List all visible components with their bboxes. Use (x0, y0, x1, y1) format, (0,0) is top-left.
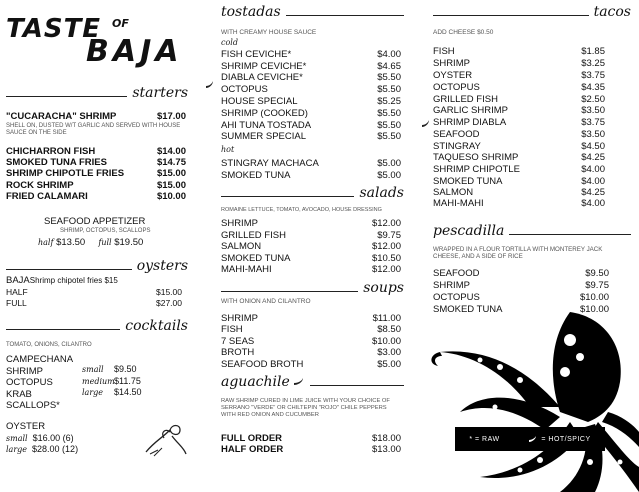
menu-item: 7 SEAS $10.00 (221, 336, 401, 347)
menu-item: SEAFOOD $3.50 (433, 129, 605, 140)
menu-item: FRIED CALAMARI $10.00 (6, 191, 186, 202)
logo-baja: BAJA (86, 34, 183, 69)
menu-item: SHRIMP $12.00 (221, 218, 401, 229)
oysters-baja: BAJAShrimp chipotel fries $15 (6, 275, 118, 286)
soups-title: soups (363, 280, 404, 296)
cocktails-list: CAMPECHANA SHRIMP OCTOPUS KRAB SCALLOPS* (6, 354, 74, 411)
cocktails-note: TOMATO, ONIONS, CILANTRO (6, 342, 92, 348)
menu-item: SHRIMP $11.00 (221, 313, 401, 324)
menu-item: OYSTER $3.75 (433, 70, 605, 81)
logo-of: OF (112, 17, 129, 30)
menu-item: SMOKED TUNA $5.00 (221, 170, 401, 181)
tostadas-title: tostadas (221, 4, 281, 20)
logo-taste: TASTE (6, 14, 102, 44)
menu-item: ROCK SHRIMP $15.00 (6, 180, 186, 191)
salads-title: salads (359, 185, 404, 201)
menu-item: SHRIMP CHIPOTLE $4.00 (433, 164, 605, 175)
menu-item: SMOKED TUNA $4.00 (433, 176, 605, 187)
pescadilla-title: pescadilla (433, 223, 505, 239)
cold-label: cold (221, 38, 238, 47)
left-column (0, 0, 205, 492)
hot-spicy-icon (205, 80, 215, 90)
pescadilla-note: WRAPPED IN A FLOUR TORTILLA WITH MONTEREY JACK CHEESE, AND A SIDE OF RICE (433, 246, 603, 260)
menu-item: SHRIMP DIABLA $3.75 (433, 117, 605, 128)
menu-item: OCTOPUS $10.00 (433, 292, 609, 303)
menu-item: MAHI-MAHI $4.00 (433, 198, 605, 209)
menu-item: SHRIMP CHIPOTLE FRIES $15.00 (6, 168, 186, 179)
menu-item: AHI TUNA TOSTADA $5.50 (221, 120, 401, 131)
legend-box (455, 427, 605, 451)
menu-item: MAHI-MAHI $12.00 (221, 264, 401, 275)
cocktail-sizes: small $9.50 medium$11.75 large $14.50 (82, 364, 142, 397)
menu-item: FULL ORDER $18.00 (221, 433, 401, 444)
menu-item: SHRIMP $3.25 (433, 58, 605, 69)
legend-raw: * = RAW (469, 435, 500, 443)
cocktails-title: cocktails (125, 318, 188, 334)
seafood-appetizer: SEAFOOD APPETIZER (44, 216, 146, 227)
salads-header (221, 185, 404, 201)
menu-item: HALF ORDER $13.00 (221, 444, 401, 455)
aguachile-title: aguachile (221, 374, 290, 390)
tostadas-note: WITH CREAMY HOUSE SAUCE (221, 29, 317, 36)
oyster-cocktail-prices: small $16.00 (6) large $28.00 (12) (6, 433, 79, 454)
menu-item: "CUCARACHA" SHRIMP $17.00 (6, 111, 186, 122)
hot-spicy-icon (421, 119, 431, 129)
middle-column (213, 0, 406, 492)
octopus-illustration (420, 312, 639, 492)
menu-item: FISH $1.85 (433, 46, 605, 57)
soups-note: WITH ONION AND CILANTRO (221, 298, 311, 305)
aguachile-header (221, 374, 404, 390)
aguachile-note: RAW SHRIMP CURED IN LIME JUICE WITH YOUR CHOICE OF SERRANO "VERDE" OR CHILTEPIN "ROJO" CHILE PEPPERS WITH RED ONION AND CUCUMBER (221, 398, 390, 418)
menu-item: CHICHARRON FISH $14.00 (6, 146, 186, 157)
hot-spicy-icon (528, 435, 538, 444)
menu-item: SEAFOOD BROTH $5.00 (221, 359, 401, 370)
anchor-rope-icon (142, 418, 188, 458)
item-note: SHELL ON, DUSTED W/T GARLIC AND SERVED WITH HOUSE SAUCE ON THE SIDE (6, 123, 181, 136)
menu-item: SMOKED TUNA $10.00 (433, 304, 609, 315)
soups-header (221, 280, 404, 296)
menu-item: GRILLED FISH $2.50 (433, 94, 605, 105)
menu-item: SHRIMP CEVICHE* $4.65 (221, 61, 401, 72)
menu-item: HALF $15.00 (6, 287, 182, 297)
hot-spicy-icon (293, 377, 305, 387)
menu-item: FISH $8.50 (221, 324, 401, 335)
menu-item: GRILLED FISH $9.75 (221, 230, 401, 241)
oyster-cocktail: OYSTER (6, 421, 46, 432)
menu-item: HOUSE SPECIAL $5.25 (221, 96, 401, 107)
hot-label: hot (221, 145, 235, 154)
menu-item: STINGRAY $4.50 (433, 141, 605, 152)
pescadilla-header (433, 223, 631, 239)
legend-spicy: = HOT/SPICY (528, 435, 590, 444)
menu-item: GARLIC SHRIMP $3.50 (433, 105, 605, 116)
salads-note: ROMAINE LETTUCE, TOMATO, AVOCADO, HOUSE DRESSING (221, 207, 382, 213)
menu-item: SUMMER SPECIAL $5.50 (221, 131, 401, 142)
menu-item: STINGRAY MACHACA $5.00 (221, 158, 401, 169)
starters-title: starters (132, 85, 188, 101)
tacos-note: ADD CHEESE $0.50 (433, 29, 494, 36)
menu-item: SEAFOOD $9.50 (433, 268, 609, 279)
menu-item: SHRIMP $9.75 (433, 280, 609, 291)
menu-item: SMOKED TUNA $10.50 (221, 253, 401, 264)
appetizer-note: SHRIMP, OCTOPUS, SCALLOPS (60, 228, 151, 234)
menu-item: FISH CEVICHE* $4.00 (221, 49, 401, 60)
menu-item: TAQUESO SHRIMP $4.25 (433, 152, 605, 163)
menu-item: SMOKED TUNA FRIES $14.75 (6, 157, 186, 168)
oysters-title: oysters (136, 258, 188, 274)
appetizer-prices: half $13.50 full $19.50 (38, 237, 144, 248)
tostadas-header (221, 4, 404, 20)
menu-item: SHRIMP (COOKED) $5.50 (221, 108, 401, 119)
oysters-header (6, 258, 188, 274)
menu-item: OCTOPUS $5.50 (221, 84, 401, 95)
menu-item: FULL $27.00 (6, 298, 182, 308)
cocktails-header (6, 318, 188, 334)
tacos-header (433, 4, 631, 20)
menu-item: BROTH $3.00 (221, 347, 401, 358)
menu-item: SALMON $12.00 (221, 241, 401, 252)
starters-header (6, 85, 188, 101)
menu-item: SALMON $4.25 (433, 187, 605, 198)
tacos-title: tacos (593, 4, 631, 20)
menu-item: OCTOPUS $4.35 (433, 82, 605, 93)
menu-item: DIABLA CEVICHE* $5.50 (221, 72, 401, 83)
